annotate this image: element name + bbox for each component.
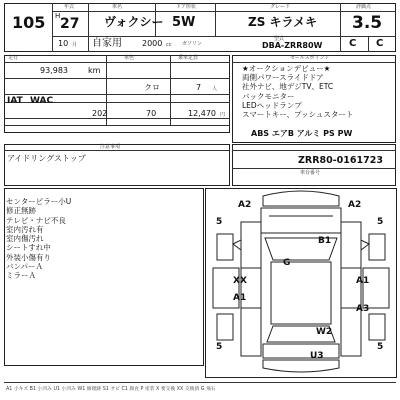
- interior-grade: C: [349, 38, 357, 49]
- transmission: IAT: [7, 96, 23, 106]
- grade: ZS キラメキ: [248, 15, 318, 29]
- remark-item: 室内傷汚れ: [6, 234, 44, 244]
- color-label: 車色: [124, 55, 135, 61]
- sales-points-list: [242, 64, 394, 119]
- notes-text: アイドリングストップ: [7, 154, 86, 163]
- damage-mark-b1: B1: [318, 236, 332, 246]
- remark-item: 外装小傷有り: [6, 252, 51, 262]
- chassis-number: ZRR80-0161723: [298, 155, 383, 166]
- width: 70: [146, 109, 157, 118]
- chassis-label: 車台番号: [300, 170, 321, 176]
- exterior-grade: C: [376, 38, 384, 49]
- mileage-label: 走行: [8, 55, 19, 61]
- door-type: 5W: [172, 15, 196, 30]
- damage-mark-g: G: [283, 258, 291, 268]
- damage-mark-a2-left: A2: [238, 200, 252, 210]
- tire-mark-rear-right: 5: [377, 342, 384, 352]
- capacity: 7: [196, 83, 202, 92]
- remark-item: 室内汚れ有: [6, 224, 44, 234]
- month-unit: 月: [72, 42, 78, 48]
- doors-label: ドア形状: [176, 4, 196, 10]
- damage-mark-a2-right: A2: [348, 200, 362, 210]
- price-unit: 円: [220, 112, 226, 118]
- sales-point: スマートキー、プッシュスタート: [242, 110, 354, 120]
- era-mark: H: [55, 12, 61, 20]
- damage-mark-xx: XX: [233, 276, 247, 286]
- remarks-list: [6, 197, 166, 281]
- damage-mark-w2: W2: [316, 327, 333, 337]
- notes-label: 注意事項: [100, 144, 121, 150]
- sales-point: LEDヘッドランプ: [242, 100, 302, 110]
- tire-mark-front-right: 5: [377, 217, 384, 227]
- tire-mark-rear-left: 5: [216, 342, 223, 352]
- model-code: DBA-ZRR80W: [262, 41, 323, 50]
- lot-number: 105: [12, 13, 46, 32]
- damage-mark-a3: A3: [356, 304, 370, 314]
- remark-item: センターピラー小U: [6, 197, 72, 206]
- fuel: ガソリン: [182, 41, 203, 47]
- score-label: 評価点: [356, 4, 372, 10]
- remark-item: シートすれ中: [6, 243, 51, 253]
- grade-label: グレード: [270, 4, 291, 10]
- remark-item: テレビ・ナビ不良: [6, 215, 66, 225]
- capacity-unit: 人: [212, 86, 218, 92]
- displacement-unit: cc: [166, 42, 172, 48]
- color: クロ: [144, 83, 160, 92]
- sales-point: ★オークションデビュー★: [242, 64, 331, 73]
- model-code-label: 型式: [274, 36, 285, 42]
- damage-mark-u3: U3: [310, 351, 324, 361]
- displacement: 2000: [142, 39, 163, 48]
- damage-mark-a1-right: A1: [356, 276, 370, 286]
- model-year: 27: [60, 16, 80, 32]
- equipment: ABS エアB アルミ PS PW: [251, 129, 353, 138]
- length: 202: [92, 109, 108, 118]
- sales-point: バックモニター: [242, 91, 295, 101]
- usage: 自家用: [92, 38, 122, 49]
- year-label: 年式: [64, 4, 75, 10]
- height: 12,470: [188, 109, 216, 118]
- aircon: WAC: [30, 96, 54, 106]
- mileage: 93,983: [40, 66, 68, 75]
- remark-item: バンパーＡ: [6, 262, 43, 272]
- remark-item: 修正無跡: [6, 206, 36, 216]
- mileage-unit: km: [88, 66, 101, 75]
- score: 3.5: [352, 13, 383, 33]
- car-name: ヴォクシー: [104, 15, 164, 29]
- damage-legend: A1 小キズ B1 小凹み U1 小凹み W1 修理跡 S1 サビ C1 腐食 P 塗装 X 要交換 XX 交換済 G 飛石: [6, 387, 216, 392]
- seats-label: 乗車定員: [178, 55, 199, 61]
- sales-point: 社外ナビ、地デジTV、ETC: [242, 82, 334, 92]
- remark-item: ミラーＡ: [6, 271, 36, 281]
- sales-points-label: セールスポイント: [290, 55, 330, 61]
- tire-mark-front-left: 5: [216, 217, 223, 227]
- sales-point: 両側パワースライドドア: [242, 73, 324, 83]
- model-month: 10: [58, 39, 69, 48]
- damage-mark-a1-left: A1: [233, 293, 247, 303]
- car-name-label: 車名: [112, 4, 123, 10]
